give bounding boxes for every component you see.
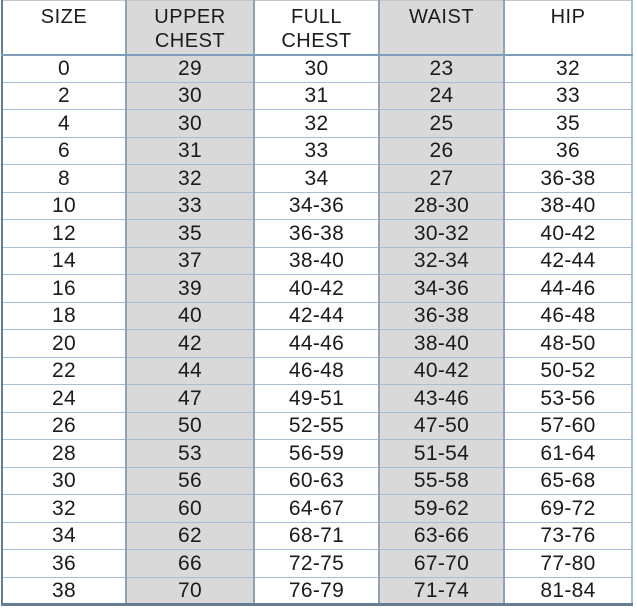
cell-upper-chest: 47 xyxy=(126,385,254,413)
cell-waist: 38-40 xyxy=(379,330,504,358)
cell-upper-chest: 56 xyxy=(126,467,254,495)
cell-upper-chest: 30 xyxy=(126,82,254,110)
cell-size: 20 xyxy=(2,330,126,358)
cell-upper-chest: 62 xyxy=(126,522,254,550)
cell-hip: 33 xyxy=(504,82,632,110)
cell-waist: 40-42 xyxy=(379,357,504,385)
cell-full-chest: 33 xyxy=(254,137,379,165)
cell-full-chest: 34-36 xyxy=(254,192,379,220)
cell-hip: 46-48 xyxy=(504,302,632,330)
cell-size: 28 xyxy=(2,440,126,468)
cell-hip: 44-46 xyxy=(504,275,632,303)
table-row-size-26 xyxy=(2,412,632,440)
cell-full-chest: 40-42 xyxy=(254,275,379,303)
cell-waist: 26 xyxy=(379,137,504,165)
cell-size: 10 xyxy=(2,192,126,220)
cell-hip: 69-72 xyxy=(504,495,632,523)
cell-hip: 77-80 xyxy=(504,550,632,578)
cell-hip: 35 xyxy=(504,110,632,138)
table-row-size-8 xyxy=(2,165,632,193)
cell-upper-chest: 70 xyxy=(126,577,254,605)
cell-waist: 28-30 xyxy=(379,192,504,220)
column-header-upper-chest: UPPER CHEST xyxy=(126,1,254,55)
cell-full-chest: 32 xyxy=(254,110,379,138)
cell-upper-chest: 37 xyxy=(126,247,254,275)
cell-upper-chest: 44 xyxy=(126,357,254,385)
cell-size: 34 xyxy=(2,522,126,550)
cell-waist: 34-36 xyxy=(379,275,504,303)
cell-size: 6 xyxy=(2,137,126,165)
cell-size: 2 xyxy=(2,82,126,110)
cell-full-chest: 30 xyxy=(254,55,379,83)
table-row-size-12 xyxy=(2,220,632,248)
cell-size: 22 xyxy=(2,357,126,385)
cell-hip: 36-38 xyxy=(504,165,632,193)
cell-size: 26 xyxy=(2,412,126,440)
cell-waist: 36-38 xyxy=(379,302,504,330)
table-row-size-16 xyxy=(2,275,632,303)
cell-hip: 57-60 xyxy=(504,412,632,440)
cell-waist: 71-74 xyxy=(379,577,504,605)
cell-upper-chest: 32 xyxy=(126,165,254,193)
cell-waist: 30-32 xyxy=(379,220,504,248)
cell-size: 16 xyxy=(2,275,126,303)
cell-hip: 50-52 xyxy=(504,357,632,385)
cell-hip: 40-42 xyxy=(504,220,632,248)
column-header-hip: HIP xyxy=(504,1,632,55)
cell-waist: 24 xyxy=(379,82,504,110)
table-row-size-0 xyxy=(2,55,632,83)
cell-full-chest: 56-59 xyxy=(254,440,379,468)
cell-upper-chest: 39 xyxy=(126,275,254,303)
cell-waist: 25 xyxy=(379,110,504,138)
cell-waist: 32-34 xyxy=(379,247,504,275)
cell-hip: 32 xyxy=(504,55,632,83)
cell-full-chest: 38-40 xyxy=(254,247,379,275)
cell-size: 18 xyxy=(2,302,126,330)
column-header-size: SIZE xyxy=(2,1,126,55)
cell-upper-chest: 60 xyxy=(126,495,254,523)
table-row-size-24 xyxy=(2,385,632,413)
table-row-size-6 xyxy=(2,137,632,165)
table-row-size-20 xyxy=(2,330,632,358)
cell-waist: 55-58 xyxy=(379,467,504,495)
cell-size: 4 xyxy=(2,110,126,138)
table-row-size-14 xyxy=(2,247,632,275)
header-row xyxy=(2,1,632,55)
cell-hip: 48-50 xyxy=(504,330,632,358)
table-row-size-22 xyxy=(2,357,632,385)
table-row-size-32 xyxy=(2,495,632,523)
cell-waist: 63-66 xyxy=(379,522,504,550)
cell-full-chest: 68-71 xyxy=(254,522,379,550)
cell-size: 12 xyxy=(2,220,126,248)
table-row-size-30 xyxy=(2,467,632,495)
cell-full-chest: 76-79 xyxy=(254,577,379,605)
cell-waist: 47-50 xyxy=(379,412,504,440)
cell-full-chest: 36-38 xyxy=(254,220,379,248)
cell-full-chest: 72-75 xyxy=(254,550,379,578)
cell-hip: 61-64 xyxy=(504,440,632,468)
cell-full-chest: 44-46 xyxy=(254,330,379,358)
cell-waist: 23 xyxy=(379,55,504,83)
cell-hip: 81-84 xyxy=(504,577,632,605)
cell-upper-chest: 42 xyxy=(126,330,254,358)
cell-full-chest: 34 xyxy=(254,165,379,193)
size-chart-table xyxy=(1,0,633,606)
table-row-size-18 xyxy=(2,302,632,330)
cell-full-chest: 49-51 xyxy=(254,385,379,413)
table-row-size-36 xyxy=(2,550,632,578)
cell-upper-chest: 66 xyxy=(126,550,254,578)
cell-size: 32 xyxy=(2,495,126,523)
cell-waist: 51-54 xyxy=(379,440,504,468)
cell-size: 8 xyxy=(2,165,126,193)
cell-waist: 27 xyxy=(379,165,504,193)
table-row-size-38 xyxy=(2,577,632,605)
cell-full-chest: 60-63 xyxy=(254,467,379,495)
cell-size: 36 xyxy=(2,550,126,578)
cell-upper-chest: 50 xyxy=(126,412,254,440)
cell-hip: 42-44 xyxy=(504,247,632,275)
column-header-full-chest: FULL CHEST xyxy=(254,1,379,55)
cell-size: 0 xyxy=(2,55,126,83)
cell-full-chest: 31 xyxy=(254,82,379,110)
table-row-size-4 xyxy=(2,110,632,138)
cell-upper-chest: 35 xyxy=(126,220,254,248)
table-row-size-10 xyxy=(2,192,632,220)
cell-upper-chest: 31 xyxy=(126,137,254,165)
cell-upper-chest: 33 xyxy=(126,192,254,220)
cell-waist: 67-70 xyxy=(379,550,504,578)
cell-full-chest: 46-48 xyxy=(254,357,379,385)
cell-full-chest: 52-55 xyxy=(254,412,379,440)
cell-waist: 43-46 xyxy=(379,385,504,413)
cell-full-chest: 64-67 xyxy=(254,495,379,523)
cell-size: 14 xyxy=(2,247,126,275)
cell-upper-chest: 30 xyxy=(126,110,254,138)
table-row-size-2 xyxy=(2,82,632,110)
cell-upper-chest: 40 xyxy=(126,302,254,330)
cell-full-chest: 42-44 xyxy=(254,302,379,330)
cell-size: 24 xyxy=(2,385,126,413)
column-header-waist: WAIST xyxy=(379,1,504,55)
table-row-size-28 xyxy=(2,440,632,468)
cell-size: 30 xyxy=(2,467,126,495)
cell-waist: 59-62 xyxy=(379,495,504,523)
cell-hip: 38-40 xyxy=(504,192,632,220)
cell-upper-chest: 29 xyxy=(126,55,254,83)
cell-upper-chest: 53 xyxy=(126,440,254,468)
cell-hip: 36 xyxy=(504,137,632,165)
cell-size: 38 xyxy=(2,577,126,605)
cell-hip: 53-56 xyxy=(504,385,632,413)
cell-hip: 73-76 xyxy=(504,522,632,550)
cell-hip: 65-68 xyxy=(504,467,632,495)
table-row-size-34 xyxy=(2,522,632,550)
